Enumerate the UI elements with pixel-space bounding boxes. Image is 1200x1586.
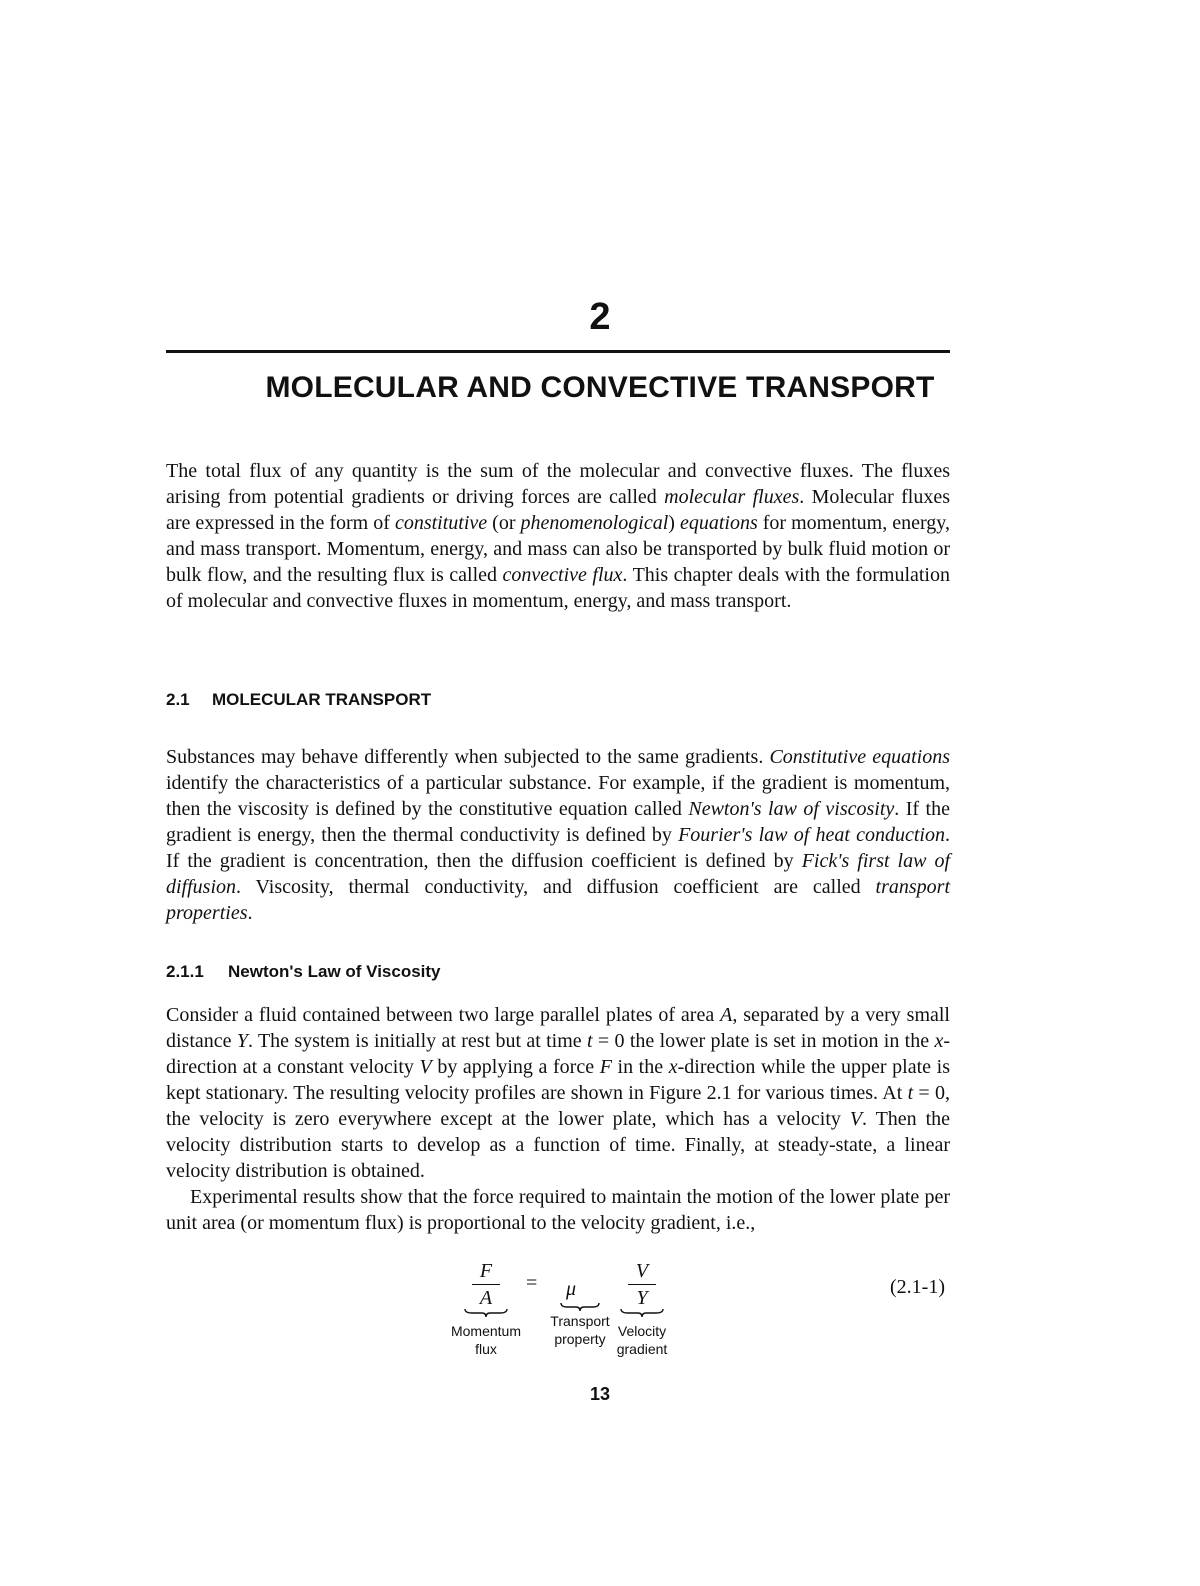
intro-paragraph: The total flux of any quantity is the sum of the molecular and convective fluxes. The fluxes arising from potential gradients or driving forces are called molecular fluxes. Molecular fluxes are expressed in the form of constitutive (or phenomenological) equations for momentum, energy, and mass transport. Momentum, energy, and mass can also be transported by bulk fluid motion or bulk flow, and the resulting flux is called convective flux. This chapter deals with the formulation of molecular and convective fluxes in momentum, energy, and mass transport. xyxy=(166,460,950,612)
chapter-rule xyxy=(166,350,950,353)
fraction-bar xyxy=(628,1284,656,1285)
mu-symbol: μ xyxy=(566,1278,577,1300)
underbrace-icon xyxy=(560,1302,600,1312)
fraction-force-area xyxy=(466,1260,506,1309)
fraction-velocity-distance xyxy=(622,1260,662,1309)
equals-sign: = xyxy=(526,1272,538,1294)
label-line: Transport xyxy=(550,1313,610,1329)
page-number: 13 xyxy=(589,1384,611,1404)
chapter-number: 2 xyxy=(589,296,611,338)
label-line: gradient xyxy=(616,1341,668,1357)
fraction-numerator: F xyxy=(479,1260,493,1282)
label-momentum-flux xyxy=(436,1322,536,1358)
section-2-1-paragraph: Substances may behave differently when subjected to the same gradients. Constitutive equations identify the characteristics of a particular substance. For example, if the gradient is momentum, then the viscosity is defined by the constitutive equation called Newton's law of viscosity. If the gradient is energy, then the thermal conductivity is defined by Fourier's law of heat conduction. If the gradient is concentration, then the diffusion coefficient is defined by Fick's first law of diffusion. Viscosity, thermal conductivity, and diffusion coefficient are called transport properties. xyxy=(166,746,950,924)
label-velocity-gradient xyxy=(592,1322,692,1358)
equation-2-1-1 xyxy=(0,1258,1200,1368)
fraction-numerator: V xyxy=(635,1260,649,1282)
subsection-heading-2-1-1: 2.1.1 Newton's Law of Viscosity xyxy=(166,962,441,981)
chapter-title: MOLECULAR AND CONVECTIVE TRANSPORT xyxy=(265,371,935,404)
label-line: flux xyxy=(475,1341,497,1357)
label-line: property xyxy=(554,1331,606,1347)
fraction-denominator: Y xyxy=(636,1287,648,1309)
newton-paragraph-1: Consider a fluid contained between two large parallel plates of area A, separated by a very small distance Y. The system is initially at rest but at time t = 0 the lower plate is set in motion in the x-direction at a constant velocity V by applying a force F in the x-direction while the upper plate is kept stationary. The resulting velocity profiles are shown in Figure 2.1 for various times. At t = 0, the velocity is zero everywhere except at the lower plate, which has a velocity V. Then the velocity distribution starts to develop as a function of time. Finally, at steady-state, a linear velocity distribution is obtained. xyxy=(166,1004,950,1182)
fraction-bar xyxy=(472,1284,500,1285)
fraction-denominator: A xyxy=(479,1287,493,1309)
label-line: Momentum xyxy=(450,1323,522,1339)
section-heading-2-1: 2.1 MOLECULAR TRANSPORT xyxy=(166,690,432,709)
underbrace-icon xyxy=(464,1308,508,1318)
newton-paragraph-2: Experimental results show that the force required to maintain the motion of the lower plate per unit area (or momentum flux) is proportional to the velocity gradient, i.e., xyxy=(166,1186,950,1234)
equation-number: (2.1-1) xyxy=(890,1276,945,1298)
label-line: Velocity xyxy=(617,1323,667,1339)
